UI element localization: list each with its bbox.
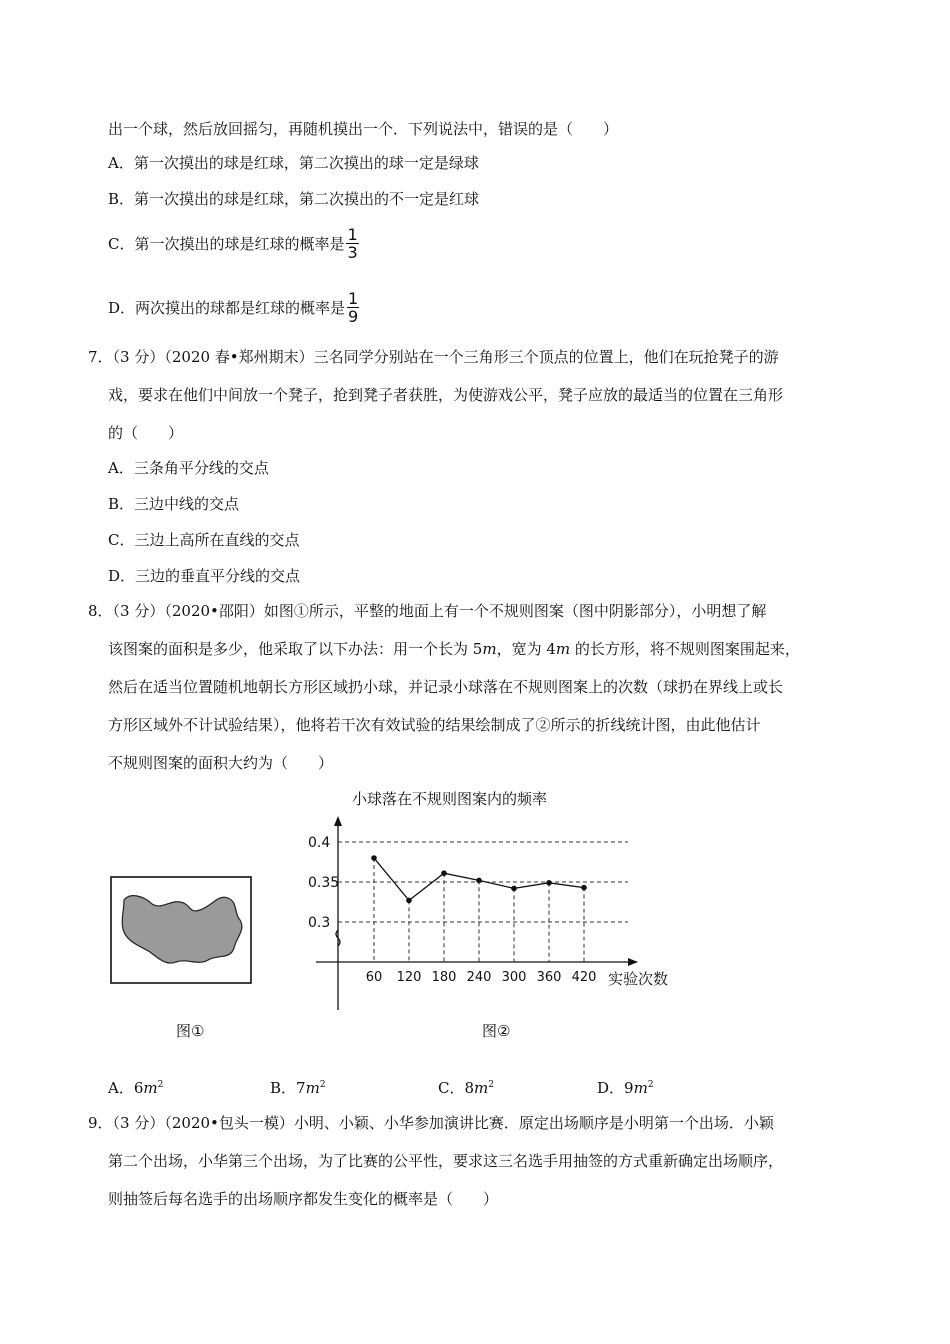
q8-option-d [597,1077,654,1098]
unit-m: m [143,1079,158,1097]
x-tick-label: 300 [501,970,527,985]
fraction-numerator: 1 [348,289,359,308]
chart-x-axis-label: 实验次数 [608,970,669,988]
data-point [581,885,587,891]
q6-stem-tail: 出一个球，然后放回摇匀，再随机摸出一个．下列说法中，错误的是（ ） [108,120,619,138]
unit-m: m [555,640,571,658]
x-tick-label: 120 [396,970,422,985]
unit-m: m [633,1079,648,1097]
q7-option-a: A．三条角平分线的交点 [108,459,269,477]
figure-1-irregular-shape [110,876,255,986]
q9-line-1: 9．（3 分）（2020•包头一模）小明、小颖、小华参加演讲比赛．原定出场顺序是小明第一个出场．小颖 [88,1114,774,1132]
option-label: A．6 [108,1079,144,1097]
q6-option-b: B．第一次摸出的球是红球，第二次摸出的不一定是红球 [108,190,480,208]
y-tick-label: 0.35 [308,875,340,891]
option-label: C．8 [438,1079,475,1097]
q8-line-2-part-e: 的长方形，将不规则图案围起来， [570,640,800,658]
q8-line-4: 方形区域外不计试验结果），他将若干次有效试验的结果绘制成了②所示的折线统计图，由此他估计 [108,716,761,734]
q7-option-b: B．三边中线的交点 [108,495,240,513]
q8-option-a [108,1077,163,1098]
q7-option-d: D．三边的垂直平分线的交点 [108,567,301,585]
exponent: 2 [647,1080,654,1090]
q9-line-3: 则抽签后每名选手的出场顺序都发生变化的概率是（ ） [108,1190,499,1208]
q9-line-2: 第二个出场，小华第三个出场，为了比赛的公平性，要求这三名选手用抽签的方式重新确定出场顺序， [108,1152,784,1170]
figure-2-line-chart [296,780,696,1032]
y-axis-arrow [334,816,342,826]
q6-option-c-fraction [346,226,358,261]
q8-line-2 [108,638,800,659]
q8-line-3: 然后在适当位置随机地朝长方形区域扔小球，并记录小球落在不规则图案上的次数（球扔在界线上或长 [108,678,784,696]
q6-option-d-text: D．两次摸出的球都是红球的概率是 [108,299,346,317]
q8-line-2-part-a: 该图案的面积是多少，他采取了以下办法：用一个长为 5 [108,640,483,658]
q8-line-5: 不规则图案的面积大约为（ ） [108,754,334,772]
q8-option-c [438,1077,494,1098]
q7-option-c: C．三边上高所在直线的交点 [108,531,300,549]
data-point [406,898,412,904]
data-point [546,880,552,886]
q6-option-d-fraction [347,290,359,325]
exponent: 2 [157,1080,164,1090]
data-point [476,878,482,884]
exponent: 2 [488,1080,494,1090]
x-tick-label: 420 [571,970,597,985]
q8-line-1: 8．（3 分）（2020•邵阳）如图①所示，平整的地面上有一个不规则图案（图中阴影部分），小明想了解 [88,602,767,620]
data-point [441,870,447,876]
data-point [511,886,517,892]
q7-line-1: 7．（3 分）（2020 春•郑州期末）三名同学分别站在一个三角形三个顶点的位置上，他们在玩抢凳子的游 [88,348,779,366]
q6-option-d [108,290,359,325]
q8-option-b [270,1077,326,1098]
q6-option-a: A．第一次摸出的球是红球，第二次摸出的球一定是绿球 [108,154,479,172]
exponent: 2 [319,1080,326,1090]
x-tick-label: 240 [466,970,492,985]
figure-1-caption: 图① [176,1022,205,1040]
chart-title: 小球落在不规则图案内的频率 [352,790,548,808]
fraction-numerator: 1 [347,225,358,244]
fraction-denominator: 9 [348,307,359,326]
option-label: D．9 [597,1079,634,1097]
x-axis-arrow [628,958,638,966]
q8-line-2-part-c: ，宽为 4 [496,640,556,658]
q7-line-2: 戏，要求在他们中间放一个凳子，抢到凳子者获胜，为使游戏公平，凳子应放的最适当的位置在三角形 [108,386,784,404]
x-tick-label: 360 [536,970,562,985]
y-tick-label: 0.3 [308,915,331,931]
unit-m: m [474,1079,489,1097]
q6-option-c-text: C．第一次摸出的球是红球的概率是 [108,235,345,253]
q6-option-c [108,226,359,261]
unit-m: m [482,640,497,658]
unit-m: m [305,1079,320,1097]
y-tick-label: 0.4 [308,835,331,851]
option-label: B．7 [270,1079,306,1097]
q7-line-3: 的（ ） [108,424,184,442]
x-tick-label: 60 [365,970,383,985]
fraction-denominator: 3 [347,243,358,262]
data-point [371,855,377,861]
x-tick-label: 180 [431,970,457,985]
figure-2-caption: 图② [482,1022,511,1040]
